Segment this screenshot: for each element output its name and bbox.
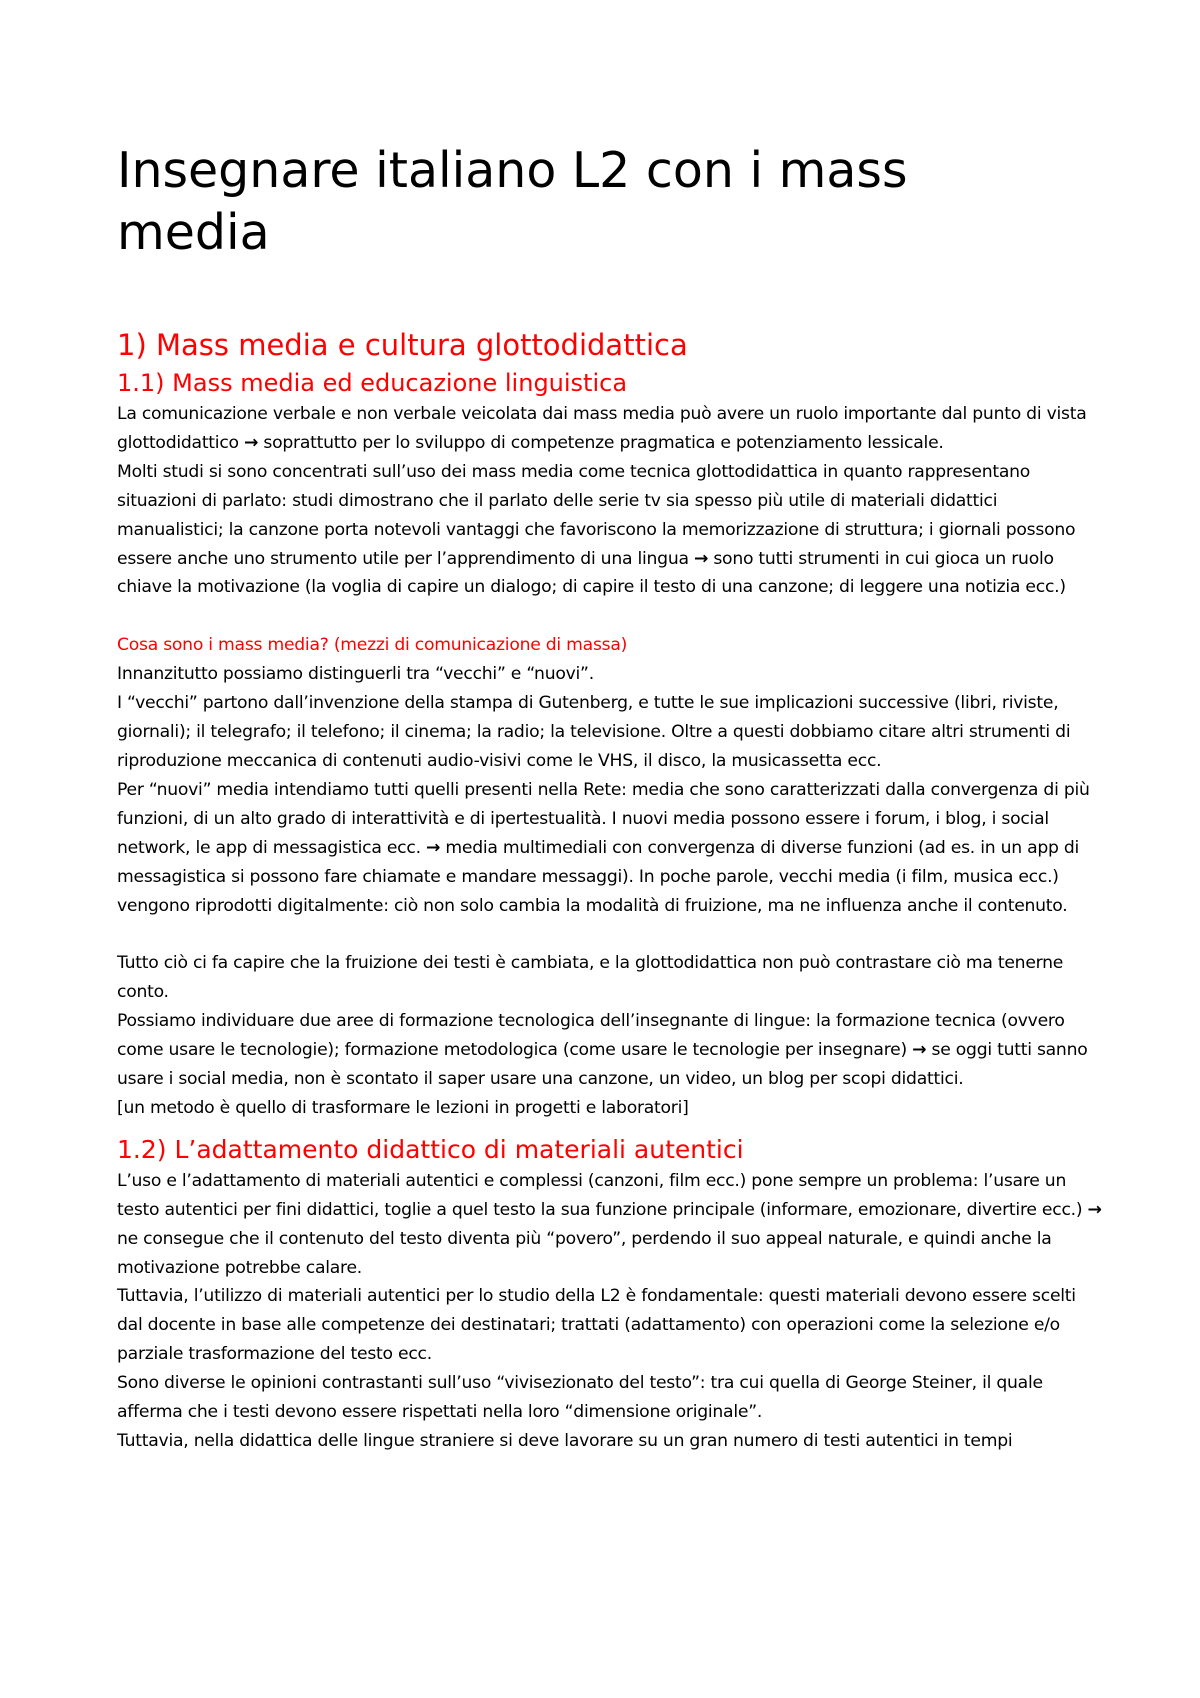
question-heading: Cosa sono i mass media? (mezzi di comunicazione di massa) [117, 635, 628, 656]
paragraph [117, 776, 1102, 921]
paragraph: Tutto ciò ci fa capire che la fruizione dei testi è cambiata, e la glottodidattica non può contrastare ciò ma tenerne conto. [117, 953, 1064, 1003]
paragraph-text: se oggi tutti sanno usare i social media, non è scontato il saper usare una canzone, un video, un blog per scopi didattici. [117, 1040, 1088, 1090]
paragraph: [un metodo è quello di trasformare le lezioni in progetti e laboratori] [117, 1097, 689, 1118]
spacer [117, 920, 1102, 949]
paragraph-text: L’uso e l’adattamento di materiali autentici e complessi (canzoni, film ecc.) pone sempre un problema: l’usare un testo autentici per fini didattici, toglie a quel testo la sua funzione principale (informare, emozionare, divertire ecc.) [117, 1170, 1083, 1220]
paragraph: Tuttavia, l’utilizzo di materiali autentici per lo studio della L2 è fondamentale: questi materiali devono essere scelti dal docente in base alle competenze dei destinatari; trattati (adattamento) con operazioni come la selezione e/o parziale trasformazione del testo ecc. [117, 1286, 1076, 1365]
arrow-icon: → [1087, 1199, 1102, 1220]
paragraph [117, 1167, 1102, 1283]
paragraph-text: sono tutti strumenti in cui gioca un ruolo chiave la motivazione (la voglia di capire un dialogo; di capire il testo di una canzone; di leggere una notizia ecc.) [117, 548, 1066, 598]
paragraph-text: Per “nuovi” media intendiamo tutti quelli presenti nella Rete: media che sono caratterizzati dalla convergenza di più funzioni, di un alto grado di interattività e di ipertestualità. I nuovi media possono essere i forum, i blog, i social network, le app di messagistica ecc. [117, 779, 1090, 858]
document-page [117, 140, 1102, 1456]
subsection-heading-1-1: 1.1) Mass media ed educazione linguistica [117, 369, 628, 397]
paragraph: I “vecchi” partono dall’invenzione della stampa di Gutenberg, e tutte le sue implicazioni successive (libri, riviste, giornali); il telegrafo; il telefono; il cinema; la radio; la televisione. Oltre a questi dobbiamo citare altri strumenti di riproduzione meccanica di contenuti audio-visivi come le VHS, il disco, la musicassetta ecc. [117, 693, 1071, 771]
paragraph [117, 400, 1102, 458]
paragraph-text: ne consegue che il contenuto del testo diventa più “povero”, perdendo il suo appeal naturale, e quindi anche la motivazione potrebbe calare. [117, 1228, 1052, 1278]
paragraph-text: Possiamo individuare due aree di formazione tecnologica dell’insegnante di lingue: la formazione tecnica (ovvero come usare le tecnologie); formazione metodologica (come usare le tecnologie per insegnare) [117, 1011, 1065, 1061]
paragraph: Tuttavia, nella didattica delle lingue straniere si deve lavorare su un gran numero di testi autentici in tempi [117, 1431, 1013, 1451]
document-title: Insegnare italiano L2 con i mass media [117, 142, 908, 261]
paragraph: Innanzitutto possiamo distinguerli tra “vecchi” e “nuovi”. [117, 664, 594, 685]
arrow-icon: → [426, 837, 441, 858]
subsection-heading-1-2: 1.2) L’adattamento didattico di materiali autentici [117, 1134, 744, 1164]
paragraph-text: Molti studi si sono concentrati sull’uso dei mass media come tecnica glottodidattica in quanto rappresentano situazioni di parlato: studi dimostrano che il parlato delle serie tv sia spesso più utile di materiali didattici manualistici; la canzone porta notevoli vantaggi che favoriscono la memorizzazione di struttura; i giornali possono essere anche uno strumento utile per l’apprendimento di una lingua [117, 461, 1076, 569]
section-heading-1: 1) Mass media e cultura glottodidattica [117, 328, 688, 362]
paragraph-text: media multimediali con convergenza di diverse funzioni (ad es. in un app di messagistica si possono fare chiamate e mandare messaggi). In poche parole, vecchi media (i film, musica ecc.) vengono riprodotti digitalmente: ciò non solo cambia la modalità di fruizione, ma ne influenza anche il contenuto. [117, 837, 1080, 916]
paragraph-text: soprattutto per lo sviluppo di competenze pragmatica e potenziamento lessicale. [263, 432, 944, 453]
paragraph [117, 1007, 1102, 1094]
paragraph: Sono diverse le opinioni contrastanti sull’uso “vivisezionato del testo”: tra cui quella di George Steiner, il quale afferma che i testi devono essere rispettati nella loro “dimensione originale”. [117, 1373, 1043, 1423]
arrow-icon: → [244, 432, 259, 453]
paragraph-text: La comunicazione verbale e non verbale veicolata dai mass media può avere un ruolo importante dal punto di vista glottodidattico [117, 404, 1087, 453]
paragraph [117, 458, 1102, 603]
arrow-icon: → [693, 548, 709, 569]
arrow-icon: → [912, 1040, 927, 1061]
